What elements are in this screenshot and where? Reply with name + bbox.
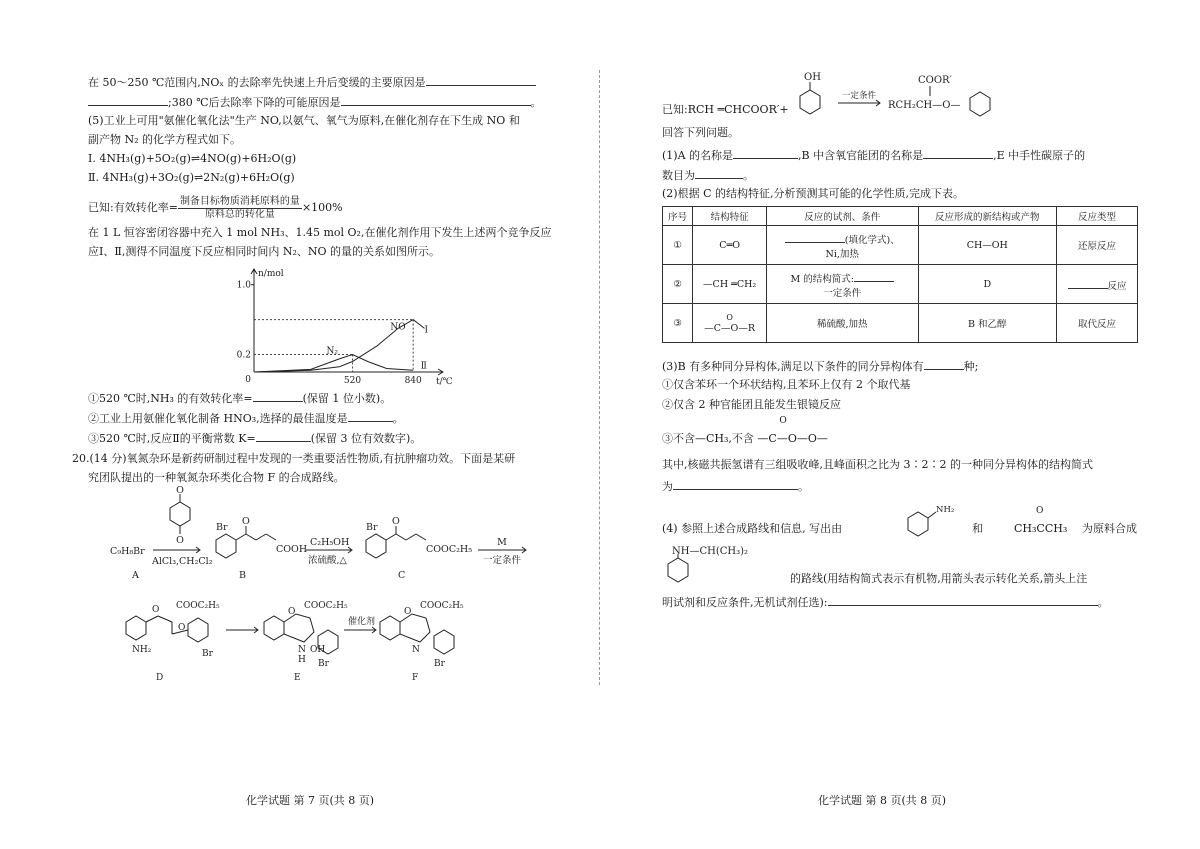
br-label-d: Br [202,649,213,659]
oh-label: OH [804,72,821,83]
aniline-structure [900,500,960,545]
benzene-ring-d2 [188,618,208,642]
cond-c-d: 一定条件 [482,555,522,566]
table-row [663,265,1138,304]
benzene-ring-d [126,616,146,640]
label-c: C [398,570,406,581]
answer-blank[interactable] [253,390,303,402]
q1-line2: 数目为 。 [662,169,754,182]
peroxy-ester-group: O —C—O—O— [757,416,828,445]
acetone-formula: O CH₃CCH₃ [1014,506,1068,535]
q2-text: (2)根据 C 的结构特征,分析预测其可能的化学性质,完成下表。 [662,187,964,200]
reaction-type: 取代反应 [1057,304,1138,343]
ester-cond-bottom: 浓硫酸,△ [308,555,347,566]
answer-blank[interactable] [426,74,536,86]
q4-line1: (4) 参照上述合成路线和信息, 写出由 [662,522,843,535]
product-cell: D [918,265,1056,304]
coor-label: COOR′ [918,75,952,86]
target-formula: NH—CH(CH₃)₂ [672,546,749,557]
ester-group-c: COOC₂H₅ [426,544,473,555]
o-label: O [242,516,250,527]
br-label-b: Br [216,522,228,533]
reagent-cell: (填化学式)、 Ni,加热 [766,226,918,265]
efficiency-definition: 已知:有效转化率= $\frac{\text{制备目标物质消耗原料的量}}{\text{原料总的转化量}}$ ×100% [88,195,343,220]
q4-line4: 明试剂和反应条件,无机试剂任选): 。 [662,596,1109,609]
answer-blank[interactable] [924,358,964,370]
reagent-m: M [497,537,507,548]
phenol-ring [800,90,820,114]
x-axis-label: t/℃ [436,377,453,387]
o-label: O [392,516,400,527]
o-label: O [178,623,186,633]
equation-1: Ⅰ. 4NH₃(g)+5O₂(g)⇌4NO(g)+6H₂O(g) [88,152,297,165]
q5-intro-1: (5)工业上可用"氨催化氧化法"生产 NO,以氨气、氧气为原料,在催化剂存在下生成 NO 和 [88,114,520,127]
n-label-f: N [412,645,420,655]
nh2-label-d: NH₂ [132,645,152,655]
ester-group-f: COOC₂H₅ [420,601,464,611]
answer-blank[interactable] [673,478,798,490]
benzene-ring-f2 [434,630,454,654]
table-header: 反应类型 [1057,207,1138,226]
answer-blank[interactable] [256,430,311,442]
target-structure [662,542,782,590]
sub-question-2: ②工业上用氨催化氧化制备 HNO₃,选择的最佳温度是 。 [88,412,404,425]
q4-and: 和 [972,522,983,535]
table-row [663,304,1138,343]
compound-a-formula: C₉H₈Br [110,546,145,557]
y-axis-label: n/mol [258,269,284,279]
oh-label-e: OH [310,645,326,655]
cond-a-b: AlCl₃,CH₂Cl₂ [152,556,213,567]
ester-cond-top: C₂H₅OH [310,537,350,548]
acid-group: COOH [276,544,308,555]
o-label: O [152,605,160,615]
answer-blank[interactable] [88,94,168,106]
benzene-ring-e [264,616,284,640]
condition-3: ③不含—CH₃,不含 O —C—O—O— [662,416,828,445]
series-line-0 [254,355,413,373]
o-label: O [404,607,412,617]
nmr-answer: 为 。 [662,480,809,493]
q4-target-text: 为原料合成 [1082,522,1137,535]
nh2-label: NH₂ [936,505,955,515]
oxazepine-ring-e [284,614,314,642]
benzene-ring-f [380,616,400,640]
series-label-n2: N₂ [326,346,339,357]
n-label-e: N [298,645,306,655]
br-label-f: Br [434,659,445,669]
known-cond: 一定条件 [842,91,877,101]
row-number: ② [663,265,693,304]
label-e: E [294,673,301,683]
answer-blank[interactable] [785,231,845,243]
q3-line1: 在 50～250 ℃范围内,NOₓ 的去除率先快速上升后变缓的主要原因是 [88,74,536,90]
pyranone-ring [170,502,190,526]
q4-line3: 的路线(用结构简式表示有机物,用箭头表示转化关系,箭头上注 [790,572,1088,585]
q1-line1: (1)A 的名称是 ,B 中含氧官能团的名称是 ,E 中手性碳原子的 [662,149,1086,162]
synthesis-scheme-def [118,600,558,685]
structure-feature: —CH ═CH₂ [693,265,767,304]
phenyl-ring [970,92,990,116]
row-number: ① [663,226,693,265]
o-label: O [176,535,184,546]
equation-2: Ⅱ. 4NH₃(g)+3O₂(g)⇌2N₂(g)+6H₂O(g) [88,171,295,184]
curve-label-ii: Ⅱ [420,361,427,372]
reagent-cell: 稀硫酸,加热 [766,304,918,343]
curve-label-i: Ⅰ [424,325,429,336]
reagent-cell: M 的结构简式: 一定条件 [766,265,918,304]
row-number: ③ [663,304,693,343]
product-cell: CH—OH [918,226,1056,265]
q20-intro-2: 究团队提出的一种氧氮杂环类化合物 F 的合成路线。 [88,471,345,484]
table-row [663,226,1138,265]
n-vs-t-chart [230,266,453,387]
answer-blank[interactable] [341,94,531,106]
sub-question-1: ①520 ℃时,NH₃ 的有效转化率= (保留 1 位小数)。 [88,392,392,405]
synthesis-scheme-abc [108,485,568,583]
answer-blank[interactable] [348,410,393,422]
answer-blank[interactable] [854,270,894,282]
table-header: 序号 [663,207,693,226]
table-header: 反应形成的新结构或产物 [918,207,1056,226]
ester-group-e: COOC₂H₅ [304,601,348,611]
right-page [600,0,1200,849]
o-label: O [176,485,184,496]
reaction-type-cell: 反应 [1057,265,1138,304]
page-footer-right: 化学试题 第 8 页(共 8 页) [818,794,947,807]
catalyst-label: 催化剂 [348,617,376,627]
label-a: A [132,570,139,581]
label-b: B [239,570,246,581]
q3-line2: ;380 ℃后去除率下降的可能原因是 。 [88,94,542,110]
label-d: D [156,673,164,683]
q20-intro-1: 20.(14 分)氧氮杂环是新药研制过程中发现的一类重要活性物质,有抗肿瘤功效。下面是某研 [72,452,516,465]
condition-2: ②仅含 2 种官能团且能发生银镜反应 [662,398,841,411]
y-tick-label: 0.2 [236,350,251,361]
reaction-type: 还原反应 [1057,226,1138,265]
answer-blank[interactable] [733,147,798,159]
known-reaction-scheme [792,70,1092,130]
q3-text: (3)B 有多种同分异构体,满足以下条件的同分异构体有 种; [662,360,979,373]
answer-blank[interactable] [923,147,993,159]
benzene-ring-c [366,534,386,558]
table-header: 反应的试剂、条件 [766,207,918,226]
answer-intro: 回答下列问题。 [662,126,739,139]
condition-line-2: 应Ⅰ、Ⅱ,测得不同温度下反应相同时间内 N₂、NO 的量的关系如图所示。 [88,245,440,258]
structure-feature-cell: O —C—O—R [693,304,767,343]
x-tick-label: 520 [343,376,362,386]
benzene-ring-b [216,534,236,558]
structure-feature: C═O [693,226,767,265]
ester-group-d: COOC₂H₅ [176,601,220,611]
label-f: F [412,673,419,683]
origin-label: 0 [245,375,251,385]
oxazepine-ring-f [400,614,430,642]
table-header: 结构特征 [693,207,767,226]
x-tick-label: 840 [404,376,422,386]
y-tick-label: 1.0 [236,280,251,291]
condition-line-1: 在 1 L 恒容密闭容器中充入 1 mol NH₃、1.45 mol O₂,在催化剂作用下发生上述两个竞争反应 [88,226,552,239]
nmr-text: 其中,核磁共振氢谱有三组吸收峰,且峰面积之比为 3∶2∶2 的一种同分异构体的结构简式 [662,458,1093,471]
br-label-c: Br [366,522,378,533]
q5-intro-2: 副产物 N₂ 的化学方程式如下。 [88,133,242,146]
answer-blank[interactable] [828,594,1098,606]
condition-1: ①仅含苯环一个环状结构,且苯环上仅有 2 个取代基 [662,378,911,391]
br-label-e: Br [318,659,329,669]
page-footer-left: 化学试题 第 7 页(共 8 页) [246,794,375,807]
answer-blank[interactable] [1068,277,1108,289]
o-label: O [288,607,296,617]
known-reaction-left: 已知:RCH ═CHCOOR′+ [662,103,789,116]
fraction: $\frac{\text{制备目标物质消耗原料的量}}{\text{原料总的转化量}}$ [179,195,300,220]
product-cell: B 和乙醇 [918,304,1056,343]
product-left: RCH₂CH—O— [888,100,961,111]
series-label-no: NO [390,322,406,333]
sub-question-3: ③520 ℃时,反应Ⅱ的平衡常数 K= (保留 3 位有效数字)。 [88,432,422,445]
h-label-e: H [298,655,306,665]
answer-blank[interactable] [695,167,743,179]
reaction-table [662,206,1138,343]
